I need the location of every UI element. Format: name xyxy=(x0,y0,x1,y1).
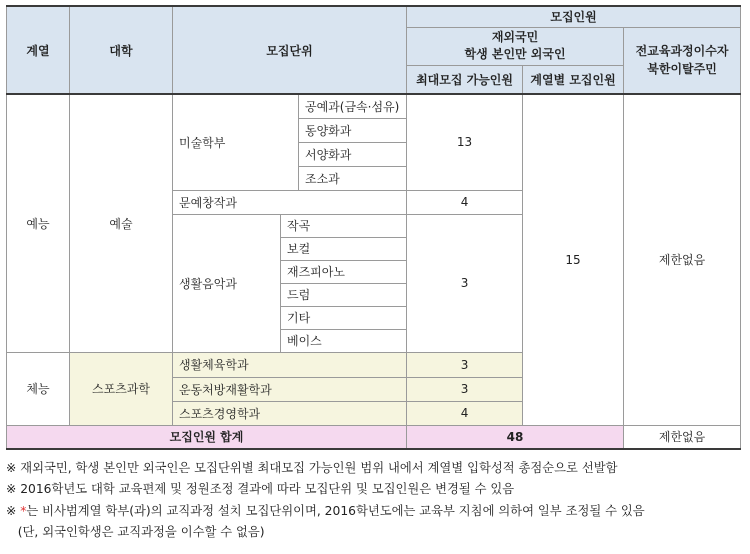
major-item: 조소과 xyxy=(299,166,407,190)
max-applied-music: 3 xyxy=(407,214,523,352)
college-sports: 스포츠과학 xyxy=(70,352,173,425)
header-overseas xyxy=(407,27,624,65)
unit-sports: 스포츠경영학과 xyxy=(173,401,407,425)
total-label: 모집인원 합계 xyxy=(7,425,407,449)
major-item: 서양화과 xyxy=(299,142,407,166)
unit-fine-arts: 미술학부 xyxy=(173,94,299,190)
note-3 xyxy=(6,501,645,522)
max-sports: 4 xyxy=(407,401,523,425)
header-unit: 모집단위 xyxy=(173,6,407,94)
special-value: 제한없음 xyxy=(624,94,741,425)
header-college: 대학 xyxy=(70,6,173,94)
college-arts: 예술 xyxy=(70,94,173,352)
major-item: 기타 xyxy=(281,306,407,329)
note-3-prefix: ※ xyxy=(6,503,21,518)
header-quota: 모집인원 xyxy=(407,6,741,27)
major-item: 재즈피아노 xyxy=(281,260,407,283)
header-group: 계열 xyxy=(7,6,70,94)
header-special-line1: 전교육과정이수자 xyxy=(635,44,729,59)
note-4: (단, 외국인학생은 교직과정을 이수할 수 없음) xyxy=(6,524,265,539)
header-special-line2: 북한이탈주민 xyxy=(647,62,717,77)
unit-sports: 생활체육학과 xyxy=(173,352,407,377)
quota-table xyxy=(6,5,741,450)
header-per-group: 계열별 모집인원 xyxy=(523,65,624,94)
note-3-text: 는 비사범계열 학부(과)의 교직과정 설치 모집단위이며, 2016학년도에는 교육부 지침에 의하여 일부 조정될 수 있음 xyxy=(26,503,645,518)
major-item: 보컬 xyxy=(281,237,407,260)
unit-applied-music: 생활음악과 xyxy=(173,214,281,352)
header-max-per-unit: 최대모집 가능인원 xyxy=(407,65,523,94)
note-1: ※ 재외국민, 학생 본인만 외국인은 모집단위별 최대모집 가능인원 범위 내에서 계열별 입학성적 총점순으로 선발함 xyxy=(6,461,618,475)
major-item: 동양화과 xyxy=(299,118,407,142)
note-2: ※ 2016학년도 대학 교육편제 및 정원조정 결과에 따라 모집단위 및 모집인원은 변경될 수 있음 xyxy=(6,482,515,497)
header-special xyxy=(624,27,741,94)
total-value: 48 xyxy=(407,425,624,449)
major-item: 작곡 xyxy=(281,214,407,237)
group-quota-value: 15 xyxy=(523,94,624,425)
header-overseas-line1: 재외국민 xyxy=(491,30,539,44)
star-icon: * xyxy=(20,503,27,518)
unit-creative-writing: 문예창작과 xyxy=(173,190,407,214)
notes xyxy=(6,458,645,543)
major-item: 베이스 xyxy=(281,329,407,352)
group-sports: 체능 xyxy=(7,352,70,425)
max-sports: 3 xyxy=(407,352,523,377)
major-item: 공예과(금속·섬유) xyxy=(299,94,407,118)
max-fine-arts: 13 xyxy=(407,94,523,190)
max-creative-writing: 4 xyxy=(407,190,523,214)
max-sports: 3 xyxy=(407,377,523,401)
header-overseas-line2: 학생 본인만 외국인 xyxy=(464,47,566,61)
major-item: 드럼 xyxy=(281,283,407,306)
total-special-value: 제한없음 xyxy=(624,425,741,449)
unit-sports: 운동처방재활학과 xyxy=(173,377,407,401)
group-arts: 예능 xyxy=(7,94,70,352)
